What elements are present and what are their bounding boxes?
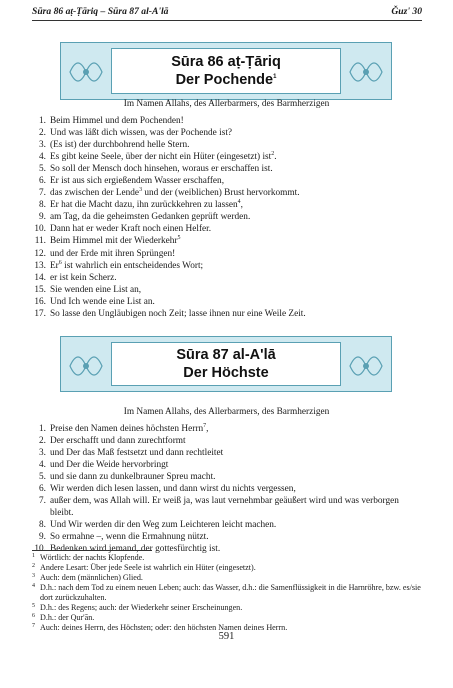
verse-number: 13. [34, 260, 46, 271]
footnotes [32, 553, 421, 633]
verse-text: Bedenken wird jemand, der gottesfürchtig ist. [50, 544, 221, 555]
ornament-left-icon [66, 342, 106, 390]
footnote-marker: 6 [58, 259, 62, 266]
verse-number: 5. [39, 164, 46, 175]
footnote-marker: 5 [177, 235, 181, 242]
verse-number: 15. [34, 284, 46, 295]
sura-86-verses [30, 115, 421, 320]
footnote: 1 Wörtlich: der nachts Klopfende. [32, 553, 145, 562]
running-header [32, 6, 422, 19]
verse-text-cont: und der (weiblichen) Brust hervorkommt. [142, 188, 300, 199]
verse-number: 14. [34, 272, 46, 283]
footnote-text: Wörtlich: der nachts Klopfende. [40, 553, 145, 562]
verse-text: Und was läßt dich wissen, was der Pochende ist? [50, 128, 233, 139]
verse-number: 9. [39, 212, 46, 223]
sura-87-banner [60, 336, 392, 392]
footnote: 7 Auch: deines Herrn, des Höchsten; oder: den höchsten Namen deines Herrn. [32, 623, 288, 632]
sura-87-verses [30, 423, 421, 556]
verse-text: Sie wenden eine List an, [50, 284, 142, 295]
sura-87-subtitle: Der Höchste [183, 365, 269, 381]
verse [30, 223, 421, 235]
verse [30, 272, 421, 284]
verse-number: 12. [34, 248, 46, 259]
verse-number: 9. [39, 532, 46, 543]
verse [30, 211, 421, 223]
verse-number: 2. [39, 436, 46, 447]
verse [30, 127, 421, 139]
verse-number: 4. [39, 152, 46, 163]
ornament-right-icon [346, 48, 386, 96]
verse [30, 199, 421, 211]
verse-text: So lasse den Ungläubigen noch Zeit; lasse ihnen nur eine Weile Zeit. [50, 308, 306, 319]
verse [30, 175, 421, 187]
sura-86-banner [60, 42, 392, 100]
verse [30, 471, 421, 483]
verse-number: 8. [39, 520, 46, 531]
verse-number: 17. [34, 308, 46, 319]
verse-number: 16. [34, 296, 46, 307]
verse-text: Wir werden dich lesen lassen, und dann wirst du nichts vergessen, [50, 484, 296, 495]
sura-87-title: Sūra 87 al-A'lā [176, 347, 276, 363]
verse-text: Preise den Namen deines höchsten Herrn [50, 424, 204, 434]
verse-text: er ist kein Scherz. [50, 272, 117, 283]
footnote: 4 D.h.: nach dem Tod zu einem neuen Leben; auch: das Wasser, d.h.: die Samenflüssigkeit in die Harnröhre, bzw. es/sie dort zurückzuhalten. [32, 583, 421, 602]
verse-number: 10. [34, 224, 46, 235]
verse [30, 284, 421, 296]
verse [30, 235, 421, 247]
verse-text: So soll der Mensch doch hinsehen, woraus er erschaffen ist. [50, 164, 273, 175]
page-number: 591 [218, 631, 235, 642]
verse-text: Er [50, 260, 59, 271]
verse-number: 1. [39, 424, 46, 434]
verse-number: 6. [39, 176, 46, 187]
verse [30, 248, 421, 260]
header-right: Ǧuz' 30 [391, 6, 422, 17]
footnote: 3 Auch: dem (männlichen) Glied. [32, 573, 143, 582]
verse-number: 1. [39, 116, 46, 126]
verse [30, 447, 421, 459]
verse-text: Beim Himmel und dem Pochenden! [50, 116, 184, 126]
verse-text: Es gibt keine Seele, über der nicht ein Hüter (eingesetzt) ist [50, 152, 272, 163]
verse [30, 308, 421, 320]
header-rule [32, 20, 422, 21]
verse [30, 139, 421, 151]
verse [30, 296, 421, 308]
verse [30, 459, 421, 471]
footnote: 2 Andere Lesart: Über jede Seele ist wahrlich ein Hüter (eingesetzt). [32, 563, 256, 572]
verse [30, 115, 421, 127]
verse-text-cont: ist wahrlich ein entscheidendes Wort; [61, 260, 204, 271]
verse-text: Und Wir werden dir den Weg zum Leichteren leicht machen. [50, 520, 277, 531]
sura-86-subtitle: Der Pochende$^1$ [175, 72, 277, 88]
verse-text-cont: , [240, 200, 243, 211]
verse-number: 5. [39, 472, 46, 483]
verse-text: das zwischen der Lende [50, 188, 140, 199]
verse-number: 7. [39, 496, 46, 507]
footnote: 6 D.h.: der Qur'ān. [32, 613, 95, 622]
verse-number: 6. [39, 484, 46, 495]
verse-number: 2. [39, 128, 46, 139]
verse-text: außer dem, was Allah will. Er weiß ja, was laut vernehmbar geäußert wird und was verborgen bleibt. [50, 496, 399, 519]
verse-text: (Es ist) der durchbohrend helle Stern. [50, 140, 190, 151]
footnote-marker: 3 [139, 187, 143, 194]
footnote-marker: 7 [203, 422, 207, 429]
ornament-right-icon [346, 342, 386, 390]
verse [30, 483, 421, 495]
verse-text: und sie dann zu dunkelbrauner Spreu macht. [50, 472, 216, 483]
verse-text: Er hat die Macht dazu, ihn zurückkehren zu lassen [50, 200, 238, 211]
verse [30, 260, 421, 272]
footnote-marker: 4 [237, 199, 241, 206]
footnote-text: Auch: deines Herrn, des Höchsten; oder: den höchsten Namen deines Herrn. [40, 623, 288, 632]
verse-text: und Der die Weide hervorbringt [50, 460, 169, 471]
sura-86-title-box [111, 48, 341, 94]
verse-number: 7. [39, 188, 46, 199]
sura-87-title-box [111, 342, 341, 386]
sura-86-title: Sūra 86 aṭ-Ṭāriq [171, 54, 281, 70]
footnote-text: Auch: dem (männlichen) Glied. [40, 573, 143, 582]
verse-number: 8. [39, 200, 46, 211]
header-left: Sūra 86 aṭ-Ṭāriq – Sūra 87 al-A'lā [32, 6, 169, 17]
footnote-marker: 2 [271, 151, 275, 158]
sura-87-basmala: Im Namen Allahs, des Allerbarmers, des Barmherzigen [123, 407, 330, 417]
footnote-rule [32, 550, 152, 551]
verse-number: 3. [39, 140, 46, 151]
footnote-text: Andere Lesart: Über jede Seele ist wahrlich ein Hüter (eingesetzt). [40, 563, 256, 572]
verse-text: Und Ich wende eine List an. [50, 296, 155, 307]
verse-text: und der Erde mit ihren Sprüngen! [50, 248, 176, 259]
verse [30, 531, 421, 543]
footnote-text: D.h.: der Qur'ān. [40, 613, 95, 622]
verse-text: und Der das Maß festsetzt und dann rechtleitet [50, 448, 224, 459]
verse [30, 151, 421, 163]
footnote-text: D.h.: nach dem Tod zu einem neuen Leben; auch: das Wasser, d.h.: die Samenflüssigkeit in die Harnröhre, bzw. es/sie dort zurückzuhalten. [40, 583, 421, 602]
verse-text: Beim Himmel mit der Wiederkehr [50, 236, 178, 247]
footnote: 5 D.h.: des Regens; auch: der Wiederkehr seiner Erscheinungen. [32, 603, 243, 612]
verse [30, 495, 421, 519]
sura-86-basmala: Im Namen Allahs, des Allerbarmers, des Barmherzigen [123, 99, 330, 109]
verse-text: am Tag, da die geheimsten Gedanken geprüft werden. [50, 212, 251, 223]
verse-text-cont: . [274, 152, 277, 163]
verse-number: 4. [39, 460, 46, 471]
verse-number: 10. [34, 544, 46, 555]
verse [30, 435, 421, 447]
verse-text: Der erschafft und dann zurechtformt [50, 436, 186, 447]
verse [30, 519, 421, 531]
footnote-text: D.h.: des Regens; auch: der Wiederkehr seiner Erscheinungen. [40, 603, 243, 612]
verse-number: 11. [34, 236, 46, 247]
verse-text: Dann hat er weder Kraft noch einen Helfer. [50, 224, 212, 235]
verse [30, 163, 421, 175]
verse-number: 3. [39, 448, 46, 459]
verse [30, 423, 421, 435]
verse-text: So ermahne –, wenn die Ermahnung nützt. [50, 532, 209, 543]
verse-text-cont: , [206, 424, 209, 434]
ornament-left-icon [66, 48, 106, 96]
verse [30, 187, 421, 199]
verse-text: Er ist aus sich ergießendem Wasser erschaffen, [50, 176, 225, 187]
